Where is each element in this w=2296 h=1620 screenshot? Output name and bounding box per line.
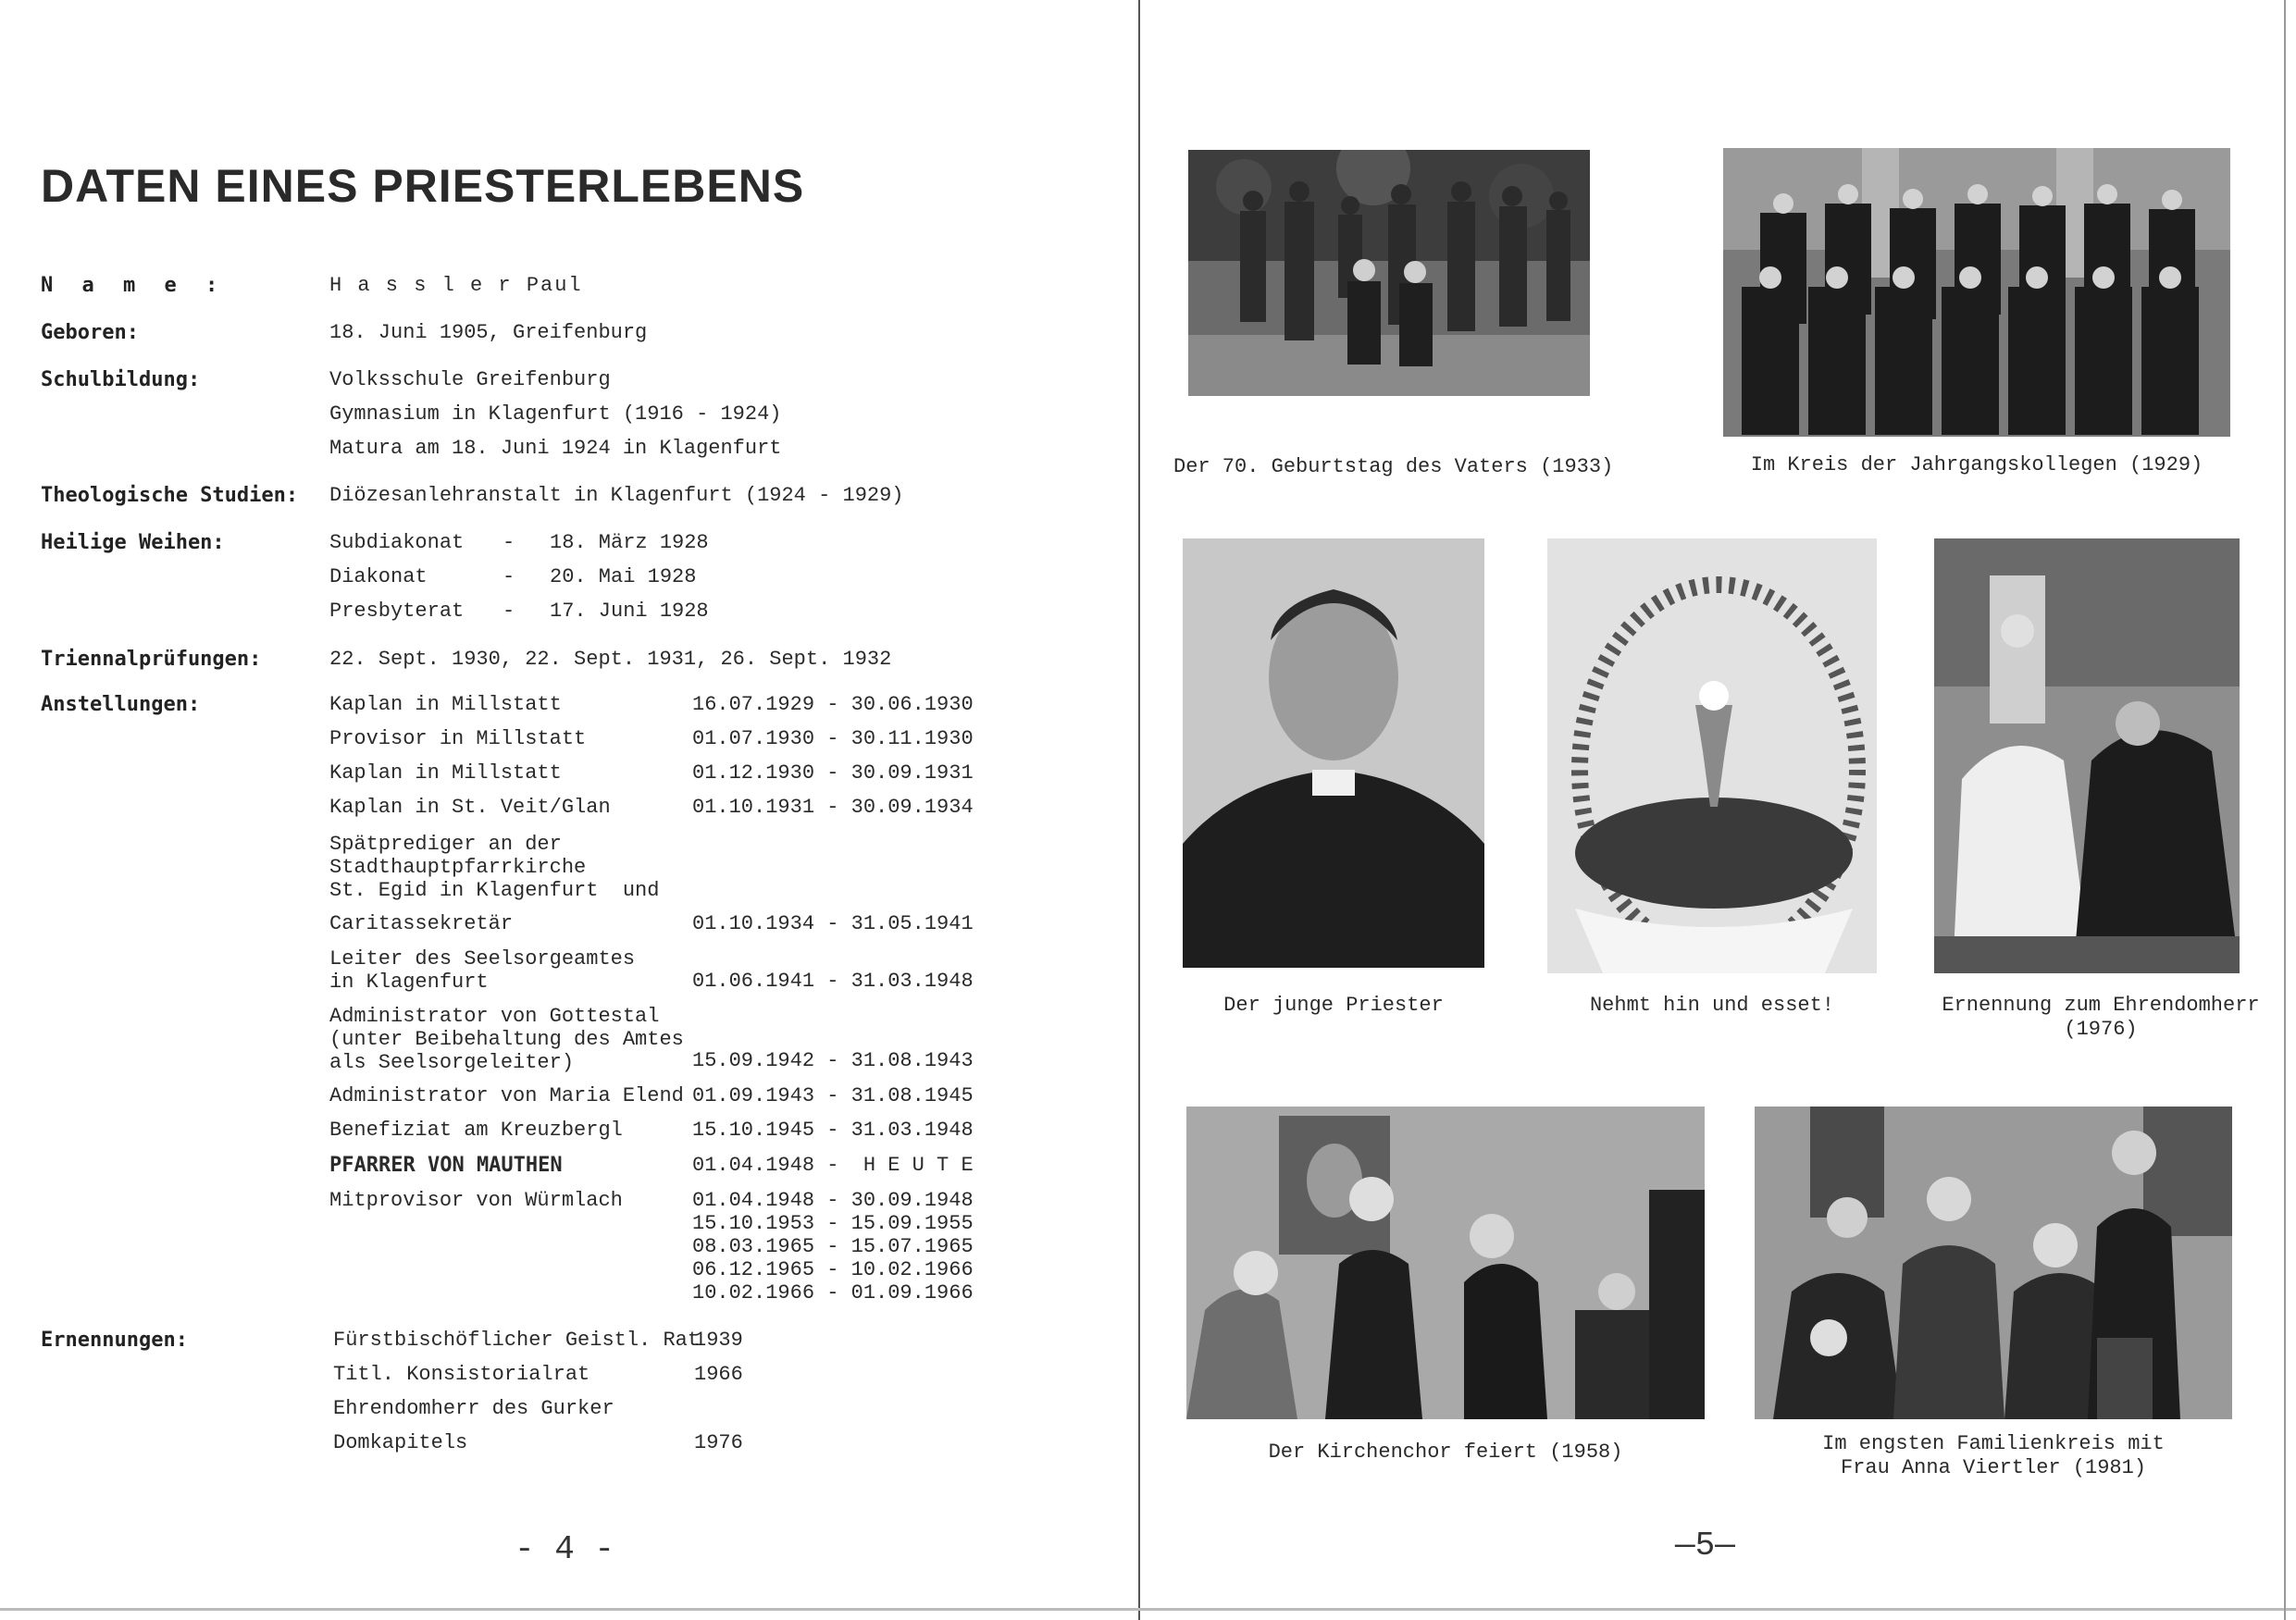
- photo-birthday-group: [1188, 150, 1590, 396]
- page-bottom-edge: [0, 1608, 2296, 1611]
- page-number-left: - 4 -: [515, 1530, 615, 1568]
- exam-label: Triennalprüfungen:: [41, 648, 262, 671]
- post-title: Kaplan in Millstatt: [329, 761, 562, 785]
- post-title: Kaplan in Millstatt: [329, 693, 562, 716]
- ordination-name: Subdiakonat: [329, 531, 465, 554]
- caption-young-priest: Der junge Priester: [1223, 994, 1444, 1017]
- born-value: 18. Juni 1905, Greifenburg: [329, 321, 648, 344]
- school-line: Gymnasium in Klagenfurt (1916 - 1924): [329, 402, 782, 426]
- post-title: Spätprediger an der Stadthauptpfarrkirche St. Egid in Klagenfurt und: [329, 833, 660, 902]
- honors-label: Ernennungen:: [41, 1329, 188, 1352]
- theology-label: Theologische Studien:: [41, 484, 299, 507]
- posts-label: Anstellungen:: [41, 693, 201, 716]
- post-dates: 01.10.1931 - 30.09.1934: [692, 796, 974, 819]
- post-dates: 01.10.1934 - 31.05.1941: [692, 912, 974, 935]
- ordination-date: 20. Mai 1928: [550, 565, 697, 588]
- exam-value: 22. Sept. 1930, 22. Sept. 1931, 26. Sept. 1932: [329, 648, 892, 671]
- theology-value: Diözesanlehranstalt in Klagenfurt (1924 - 1929): [329, 484, 904, 507]
- page-right-edge: [2284, 0, 2286, 1620]
- caption-birthday: Der 70. Geburtstag des Vaters (1933): [1173, 455, 1614, 478]
- honor-year: 1939: [694, 1329, 743, 1352]
- caption-classmates: Im Kreis der Jahrgangskollegen (1929): [1750, 453, 2203, 476]
- honor-title: Ehrendomherr des Gurker: [333, 1397, 614, 1420]
- honor-title: Titl. Konsistorialrat: [333, 1363, 590, 1386]
- page-number-right: —5—: [1675, 1527, 1735, 1564]
- post-title: Administrator von Gottestal (unter Beibehaltung des Amtes als Seelsorgeleiter): [329, 1005, 684, 1074]
- photo-chalice: [1547, 538, 1877, 973]
- post-dates: 01.12.1930 - 30.09.1931: [692, 761, 974, 785]
- ordination-dash: -: [503, 600, 515, 623]
- honor-title: Fürstbischöflicher Geistl. Rat: [333, 1329, 701, 1352]
- post-title: Caritassekretär: [329, 912, 514, 935]
- born-label: Geboren:: [41, 321, 139, 344]
- honor-year: 1976: [694, 1431, 743, 1454]
- post-title: Kaplan in St. Veit/Glan: [329, 796, 611, 819]
- ordination-name: Diakonat: [329, 565, 428, 588]
- post-title: Leiter des Seelsorgeamtes in Klagenfurt: [329, 947, 636, 994]
- honor-title: Domkapitels: [333, 1431, 468, 1454]
- post-title: Provisor in Millstatt: [329, 727, 587, 750]
- ordination-dash: -: [503, 565, 515, 588]
- school-line: Volksschule Greifenburg: [329, 368, 611, 391]
- photo-choir: [1186, 1107, 1705, 1419]
- post-title: Mitprovisor von Würmlach: [329, 1189, 623, 1212]
- photo-classmates: [1723, 148, 2230, 437]
- caption-chalice: Nehmt hin und esset!: [1589, 994, 1835, 1017]
- post-dates: 01.07.1930 - 30.11.1930: [692, 727, 974, 750]
- post-dates: 01.06.1941 - 31.03.1948: [692, 970, 974, 993]
- photo-appointment: [1934, 538, 2240, 973]
- photo-family: [1755, 1107, 2232, 1419]
- honor-year: 1966: [694, 1363, 743, 1386]
- post-title: Benefiziat am Kreuzbergl: [329, 1119, 623, 1142]
- ordination-date: 17. Juni 1928: [550, 600, 709, 623]
- ordination-date: 18. März 1928: [550, 531, 709, 554]
- name-value: H a s s l e r Paul: [329, 274, 583, 297]
- post-title: Administrator von Maria Elend: [329, 1084, 684, 1107]
- document-title: DATEN EINES PRIESTERLEBENS: [41, 160, 805, 212]
- caption-family: Im engsten Familienkreis mit Frau Anna Viertler (1981): [1822, 1432, 2165, 1479]
- post-dates: 16.07.1929 - 30.06.1930: [692, 693, 974, 716]
- name-label: N a m e :: [41, 274, 227, 297]
- post-dates: 15.09.1942 - 31.08.1943: [692, 1049, 974, 1072]
- right-page: [1140, 0, 2296, 1620]
- ordination-name: Presbyterat: [329, 600, 465, 623]
- ordination-label: Heilige Weihen:: [41, 531, 225, 554]
- post-dates: 15.10.1945 - 31.03.1948: [692, 1119, 974, 1142]
- post-dates: 01.04.1948 - H E U T E: [692, 1154, 974, 1177]
- left-page: [0, 0, 1138, 1620]
- ordination-dash: -: [503, 531, 515, 554]
- caption-appointment: Ernennung zum Ehrendomherr (1976): [1942, 994, 2260, 1041]
- caption-choir: Der Kirchenchor feiert (1958): [1268, 1441, 1623, 1464]
- post-title-current: PFARRER VON MAUTHEN: [329, 1154, 563, 1177]
- school-line: Matura am 18. Juni 1924 in Klagenfurt: [329, 437, 782, 460]
- post-dates: 01.04.1948 - 30.09.1948 15.10.1953 - 15.09.1955 08.03.1965 - 15.07.1965 06.12.1965 - 10.02.1966 10.02.1966 - 01.09.1966: [692, 1189, 974, 1305]
- school-label: Schulbildung:: [41, 368, 201, 391]
- photo-young-priest: [1183, 538, 1484, 968]
- post-dates: 01.09.1943 - 31.08.1945: [692, 1084, 974, 1107]
